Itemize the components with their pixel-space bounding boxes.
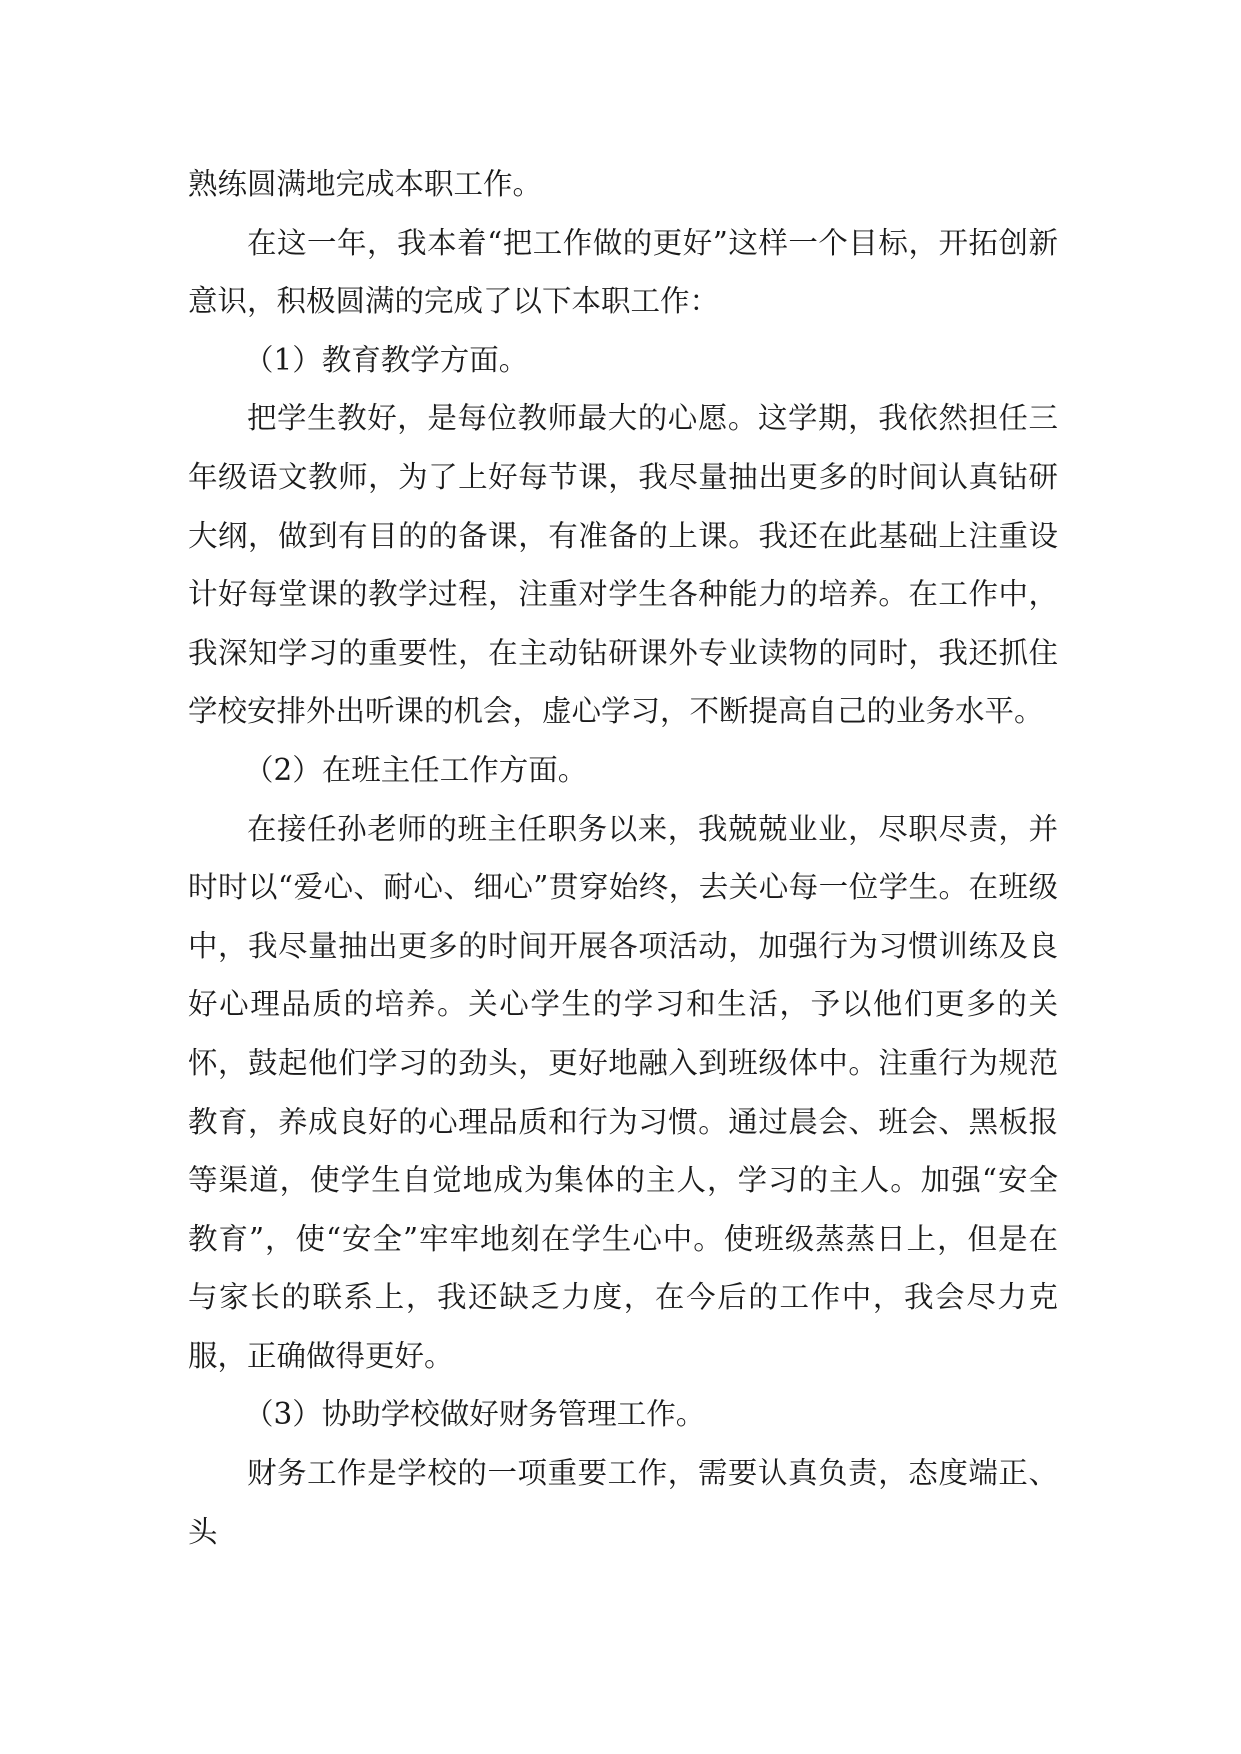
paragraph-class-teacher: 在接任孙老师的班主任职务以来，我兢兢业业，尽职尽责，并时时以“爱心、耐心、细心”贯穿始终，去关心每一位学生。在班级中，我尽量抽出更多的时间开展各项活动，加强行为习惯训练及良好心理品质的培养。关心学生的学习和生活，予以他们更多的关怀，鼓起他们学习的劲头，更好地融入到班级体中。注重行为规范教育，养成良好的心理品质和行为习惯。通过晨会、班会、黑板报等渠道，使学生自觉地成为集体的主人，学习的主人。加强“安全教育”，使“安全”牢牢地刻在学生心中。使班级蒸蒸日上，但是在与家长的联系上，我还缺乏力度，在今后的工作中，我会尽力克服，正确做得更好。: [188, 811, 1058, 1373]
paragraph-intro: 在这一年，我本着“把工作做的更好”这样一个目标，开拓创新意识，积极圆满的完成了以下本职工作：: [188, 225, 1058, 319]
section-heading-teaching: （1）教育教学方面。: [244, 342, 529, 377]
paragraph-finance: 财务工作是学校的一项重要工作，需要认真负责，态度端正、头: [188, 1456, 1058, 1549]
paragraph-teaching: 把学生教好，是每位教师最大的心愿。这学期，我依然担任三年级语文教师，为了上好每节课，我尽量抽出更多的时间认真钻研大纲，做到有目的的备课，有准备的上课。我还在此基础上注重设计好每堂课的教学过程，注重对学生各种能力的培养。在工作中，我深知学习的重要性，在主动钻研课外专业读物的同时，我还抓住学校安排外出听课的机会，虚心学习，不断提高自己的业务水平。: [188, 401, 1058, 729]
document-body: [188, 155, 1058, 1561]
paragraph-continuation: 熟练圆满地完成本职工作。: [188, 167, 543, 201]
section-heading-finance: （3）协助学校做好财务管理工作。: [244, 1397, 706, 1432]
section-heading-class-teacher: （2）在班主任工作方面。: [244, 752, 588, 787]
